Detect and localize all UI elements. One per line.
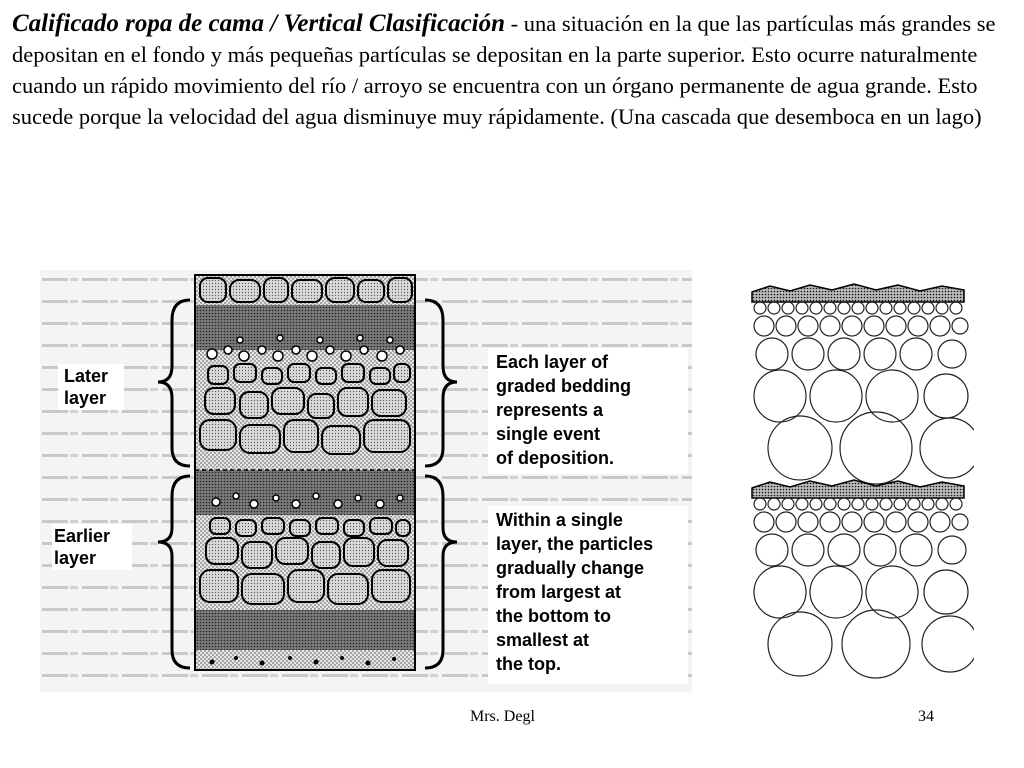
graded-circles-diagram: [740, 272, 974, 680]
later-layer-label: Later layer: [64, 366, 109, 408]
page-number: 34: [918, 708, 934, 725]
footer-author: Mrs. Degl: [470, 708, 535, 725]
slide-body: una situación en la que las partículas más grandes se depositan en el fondo y más pequeñas partículas se depositan en la parte superior. Esto ocurre naturalmente cuando un rápido movimiento del río / arroyo se encuentra con un órgano permanente de agua grande. Esto sucede porque la velocidad del agua disminuye muy rápidamente. (Una cascada que desemboca en un lago): [12, 11, 996, 129]
upper-graded-block: [752, 284, 974, 484]
within-layer-note: Within a single layer, the particles gradually change from largest at the bottom to smallest at the top.: [496, 510, 654, 674]
title-separator: -: [505, 11, 524, 36]
earlier-layer-label: Earlier layer: [54, 526, 111, 568]
each-layer-note: Each layer of graded bedding represents a single event of deposition.: [496, 352, 631, 468]
slide-title: Calificado ropa de cama / Vertical Clasificación: [12, 10, 506, 37]
lower-graded-block: [752, 480, 974, 678]
sediment-column: [195, 275, 415, 670]
slide-text: [12, 8, 1012, 132]
graded-bedding-diagram: [40, 270, 692, 692]
